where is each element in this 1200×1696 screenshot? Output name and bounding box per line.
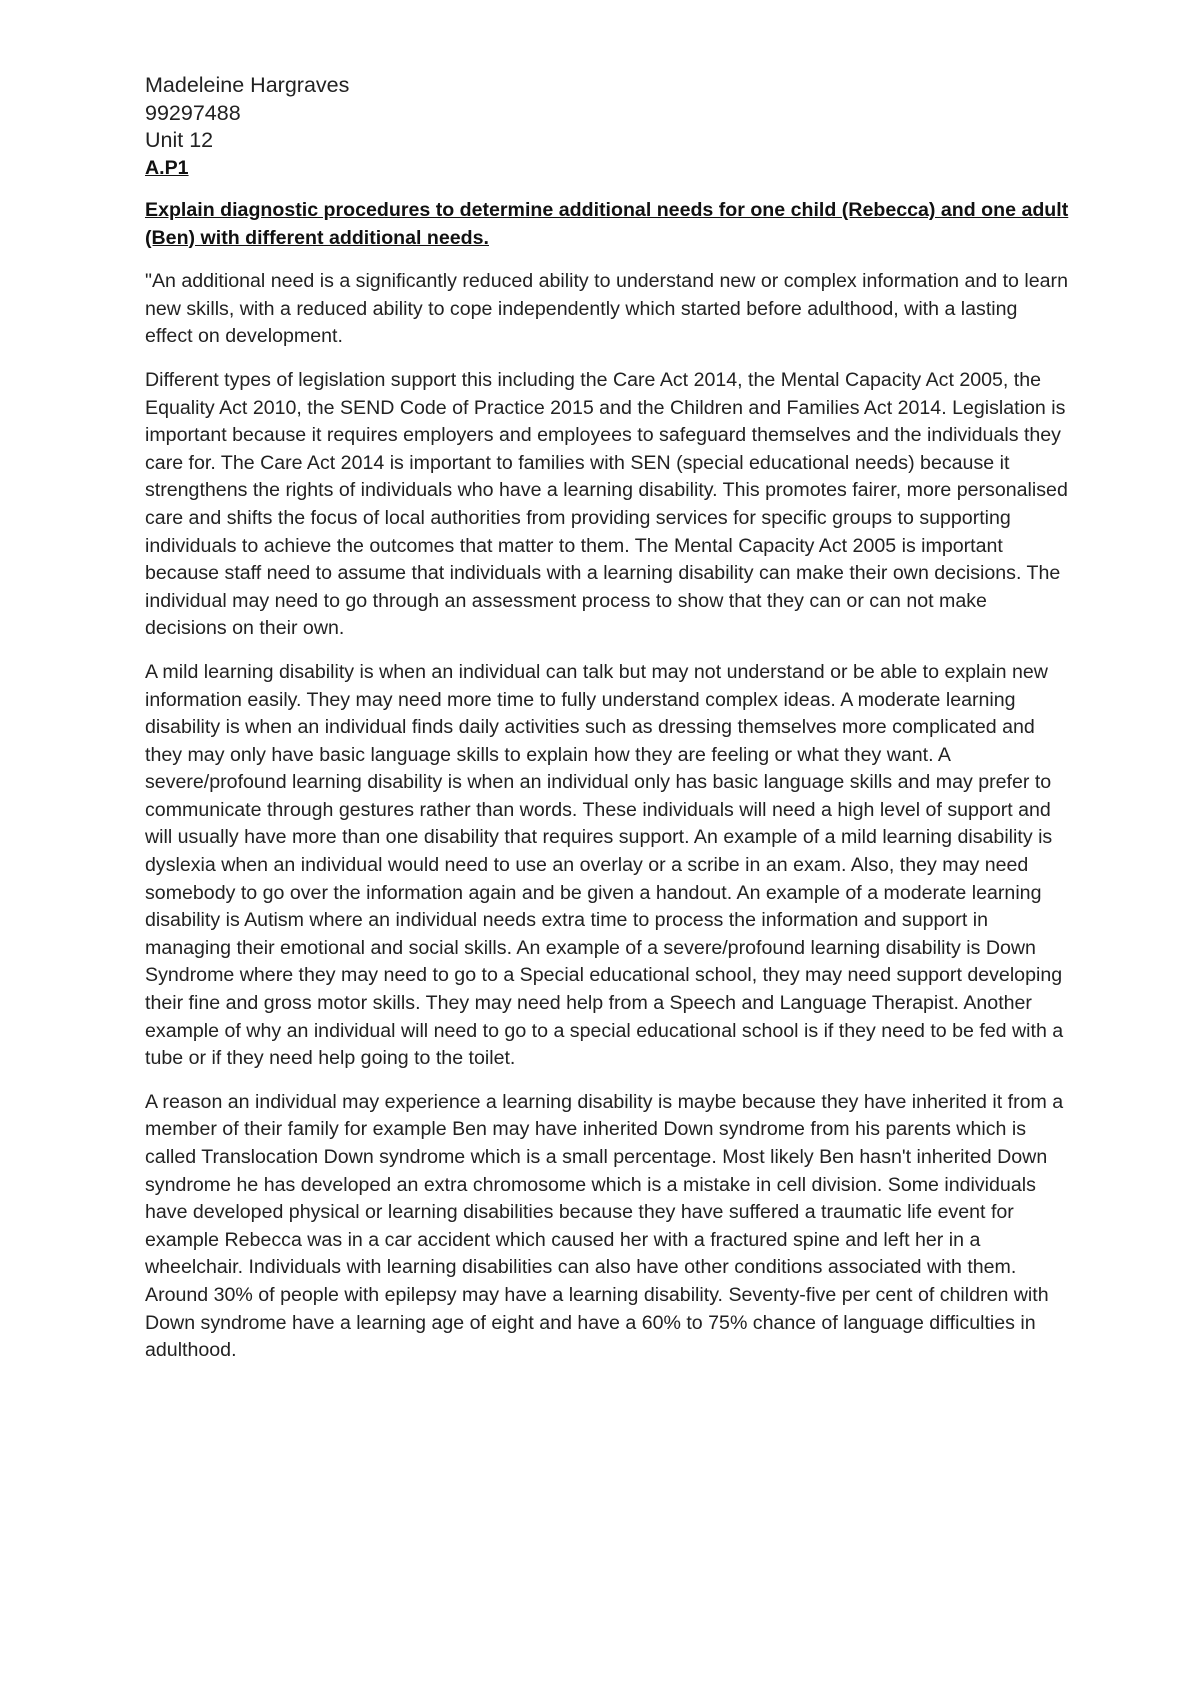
paragraph-disability-levels: A mild learning disability is when an individual can talk but may not understand or be able to explain new information easily. They may need more time to fully understand complex ideas. A moderate learning disability is when an individual finds daily activities such as dressing themselves more complicated and they may only have basic language skills to explain how they are feeling or what they want. A severe/profound learning disability is when an individual only has basic language skills and may prefer to communicate through gestures rather than words. These individuals will need a high level of support and will usually have more than one disability that requires support. An example of a mild learning disability is dyslexia when an individual would need to use an overlay or a scribe in an exam. Also, they may need somebody to go over the information again and be given a handout. An example of a moderate learning disability is Autism where an individual needs extra time to process the information and support in managing their emotional and social skills. An example of a severe/profound learning disability is Down Syndrome where they may need to go to a Special educational school, they may need support developing their fine and gross motor skills. They may need help from a Speech and Language Therapist. Another example of why an individual will need to go to a special educational school is if they need to be fed with a tube or if they need help going to the toilet. (145, 660, 1064, 1070)
document-page (145, 72, 1070, 1365)
paragraph-legislation: Different types of legislation support this including the Care Act 2014, the Mental Capacity Act 2005, the Equality Act 2010, the SEND Code of Practice 2015 and the Children and Families Act 2014. Legislation is important because it requires employers and employees to safeguard themselves and the individuals they care for. The Care Act 2014 is important to families with SEN (special educational needs) because it strengthens the rights of individuals who have a learning disability. This promotes fairer, more personalised care and shifts the focus of local authorities from providing services for specific groups to supporting individuals to achieve the outcomes that matter to them. The Mental Capacity Act 2005 is important because staff need to assume that individuals with a learning disability can make their own decisions. The individual may need to go through an assessment process to show that they can or can not make decisions on their own. (145, 368, 1068, 640)
author-name: Madeleine Hargraves (145, 73, 350, 97)
paragraph-definition: "An additional need is a significantly reduced ability to understand new or complex information and to learn new skills, with a reduced ability to cope independently which started before adulthood, with a lasting effect on development. (145, 270, 1068, 348)
paragraph-causes: A reason an individual may experience a learning disability is maybe because they have inherited it from a member of their family for example Ben may have inherited Down syndrome from his parents which is called Translocation Down syndrome which is a small percentage. Most likely Ben hasn't inherited Down syndrome he has developed an extra chromosome which is a mistake in cell division. Some individuals have developed physical or learning disabilities because they have suffered a traumatic life event for example Rebecca was in a car accident which caused her with a fractured spine and left her in a wheelchair. Individuals with learning disabilities can also have other conditions associated with them. Around 30% of people with epilepsy may have a learning disability. Seventy-five per cent of children with Down syndrome have a learning age of eight and have a 60% to 75% chance of language difficulties in adulthood. (145, 1090, 1064, 1362)
assignment-question: Explain diagnostic procedures to determine additional needs for one child (Rebecca) and one adult (Ben) with different additional needs. (145, 199, 1069, 249)
unit-label: Unit 12 (145, 128, 214, 152)
section-code: A.P1 (145, 156, 189, 179)
student-id: 99297488 (145, 100, 241, 125)
